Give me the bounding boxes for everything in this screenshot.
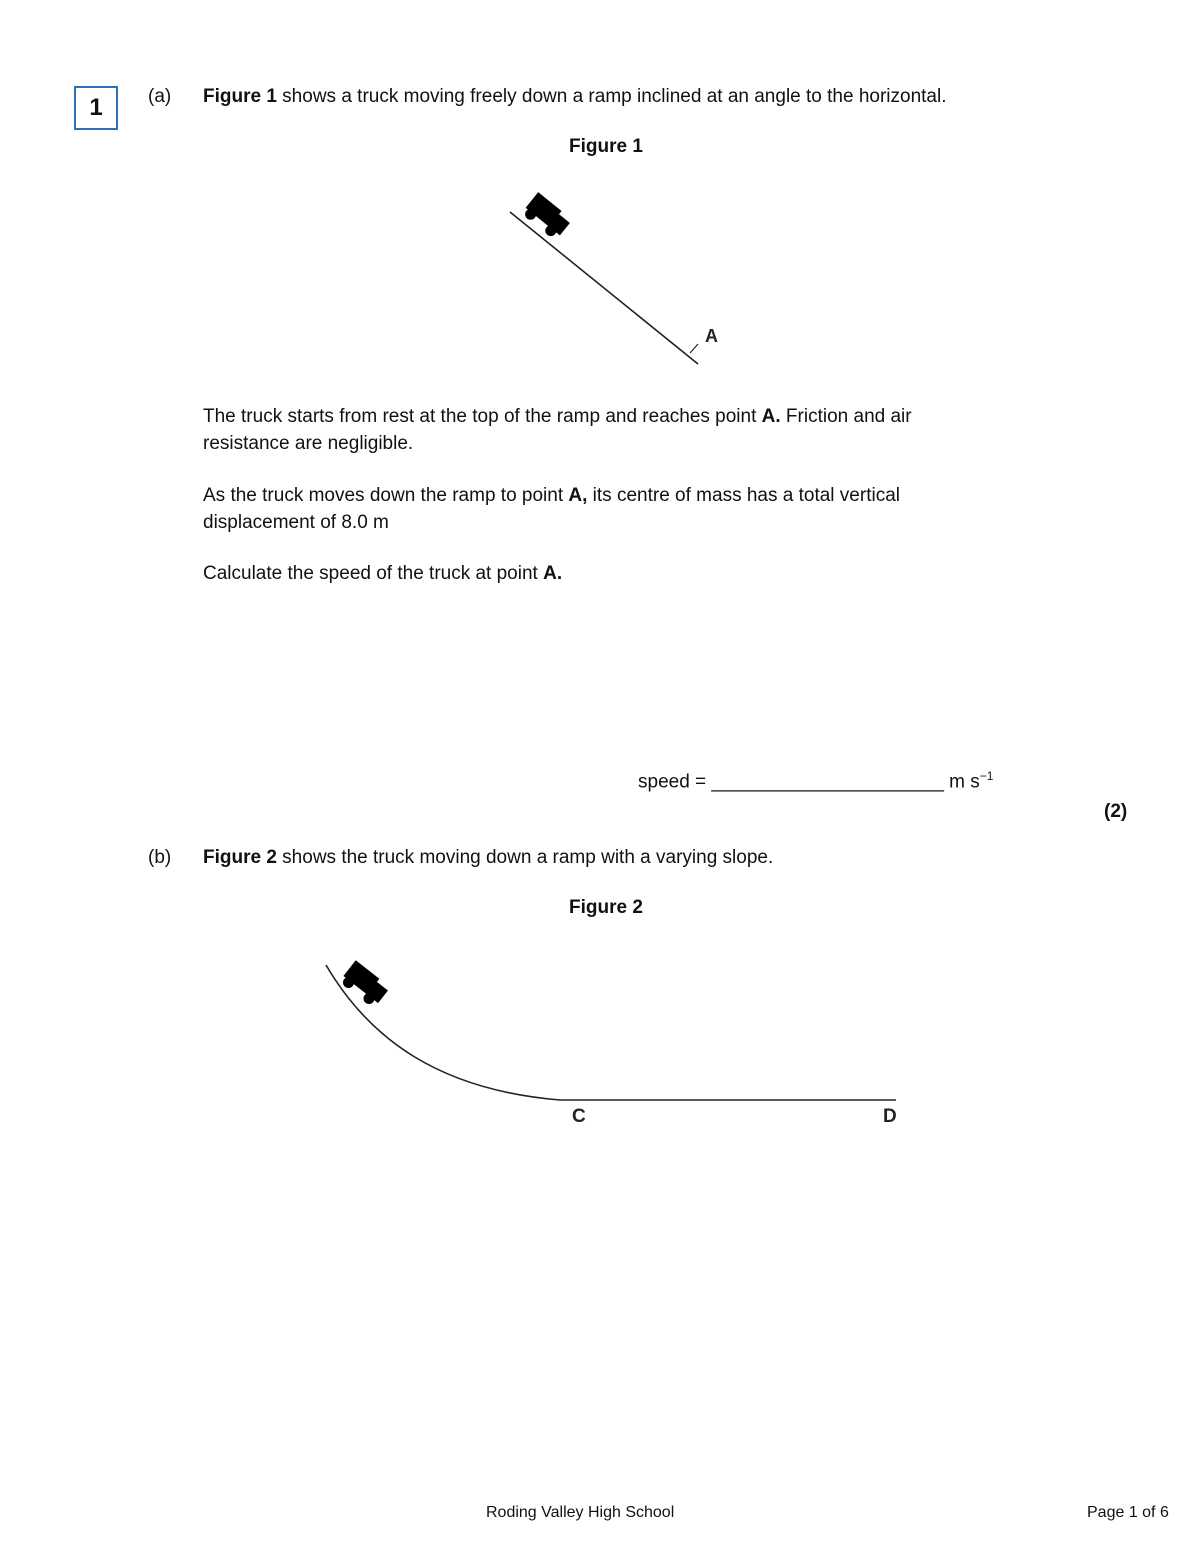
para-2-text-end: its centre of mass has a total vertical — [587, 485, 900, 506]
para-3-point: A. — [543, 563, 563, 584]
para-3 — [203, 560, 562, 587]
para-2-line-1 — [203, 482, 900, 509]
figure-1-title: Figure 1 — [569, 136, 643, 157]
footer-school: Roding Valley High School — [486, 1504, 675, 1521]
para-1-line-2: resistance are negligible. — [203, 433, 414, 454]
part-b-intro-text: shows the truck moving down a ramp with a varying slope. — [276, 847, 774, 868]
part-a-intro-text: shows a truck moving freely down a ramp inclined at an angle to the horizontal. — [276, 86, 947, 107]
para-1-text: The truck starts from rest at the top of the ramp and reaches point — [203, 406, 762, 427]
point-c-label: C — [572, 1106, 586, 1127]
point-d-label: D — [883, 1106, 897, 1127]
para-2-line-2: displacement of 8.0 m — [203, 512, 389, 533]
answer-unit: m s — [943, 771, 980, 793]
truck-icon — [521, 192, 573, 241]
para-1-line-1 — [203, 403, 912, 430]
part-b-label: (b) — [148, 847, 172, 868]
figure-2-diagram — [310, 950, 930, 1140]
answer-line — [638, 763, 993, 795]
figure-1-diagram — [500, 190, 740, 375]
para-1-point: A. — [761, 406, 781, 427]
answer-unit-exponent: −1 — [979, 769, 994, 783]
part-a-figure-ref: Figure 1 — [203, 86, 277, 107]
curved-ramp — [326, 965, 896, 1100]
answer-label: speed = — [638, 771, 712, 793]
para-3-text: Calculate the speed of the truck at point — [203, 563, 544, 584]
part-a-intro — [203, 83, 947, 110]
figure-2-title: Figure 2 — [569, 897, 643, 918]
answer-blank[interactable]: ______________________ — [711, 771, 944, 793]
ramp-line — [510, 212, 698, 364]
truck-icon-2 — [339, 960, 391, 1009]
para-2-text: As the truck moves down the ramp to point — [203, 485, 569, 506]
para-2-point: A, — [568, 485, 588, 506]
footer-page-number: Page 1 of 6 — [1087, 1504, 1169, 1521]
part-b-intro — [203, 844, 773, 871]
part-a-label: (a) — [148, 86, 172, 107]
point-a-tick — [690, 344, 698, 353]
question-number: 1 — [89, 94, 103, 121]
part-b-figure-ref: Figure 2 — [203, 847, 277, 868]
part-a-marks: (2) — [1104, 801, 1128, 822]
point-a-label: A — [705, 326, 718, 346]
question-number-box — [74, 86, 118, 130]
para-1-text-end: Friction and air — [780, 406, 912, 427]
